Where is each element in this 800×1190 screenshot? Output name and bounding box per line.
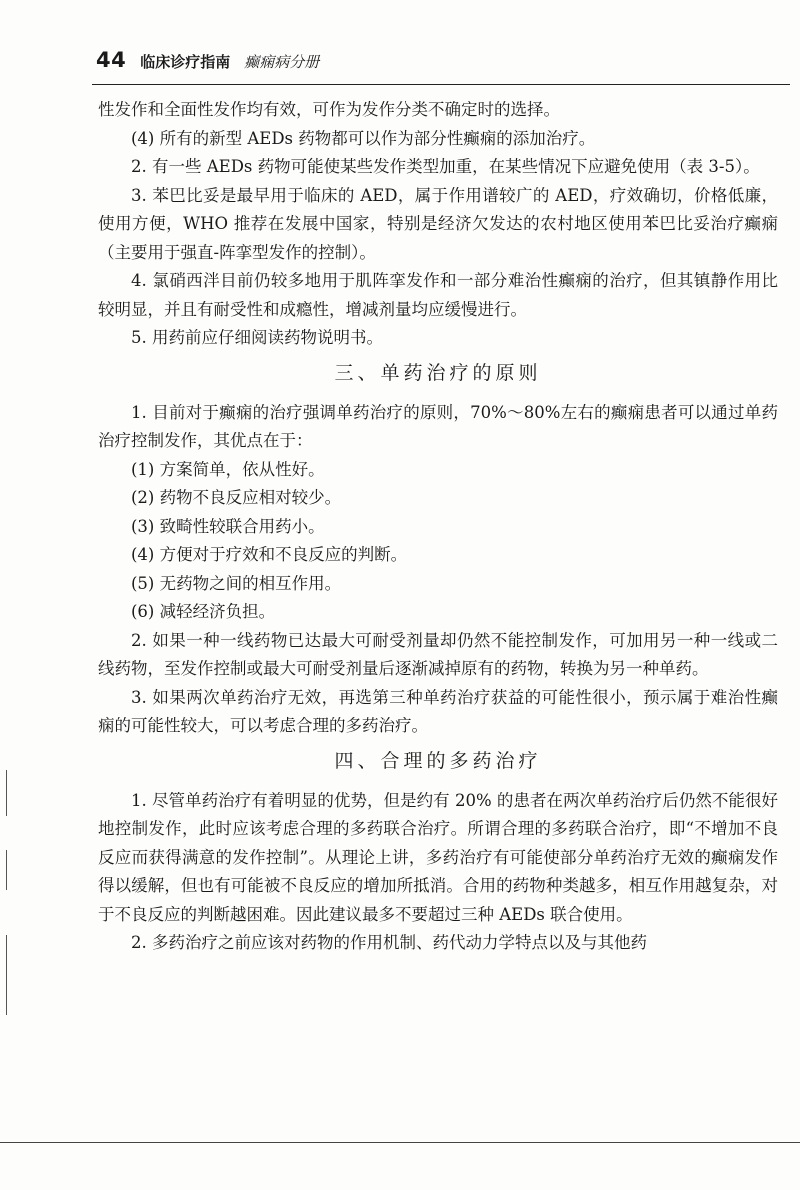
- section-heading-monotherapy: 三、单药治疗的原则: [334, 361, 542, 384]
- paragraph-point-2: 2. 有一些 AEDs 药物可能使某些发作类型加重，在某些情况下应避免使用（表 3-5）。: [131, 157, 760, 176]
- paragraph-point-5: 5. 用药前应仔细阅读药物说明书。: [131, 328, 383, 347]
- paragraph-point-4: 4. 氯硝西泮目前仍较多地用于肌阵挛发作和一部分难治性癫痫的治疗，但其镇静作用比较明显，并且有耐受性和成瘾性，增减剂量均应缓慢进行。: [98, 271, 778, 319]
- paragraph-continuation: 性发作和全面性发作均有效，可作为发作分类不确定时的选择。: [98, 100, 560, 119]
- scan-margin-mark: [6, 935, 7, 1015]
- monotherapy-point-3: 3. 如果两次单药治疗无效，再选第三种单药治疗获益的可能性很小，预示属于难治性癫痫的可能性较大，可以考虑合理的多药治疗。: [98, 687, 778, 735]
- scan-margin-mark: [6, 770, 7, 816]
- page-number: 44: [96, 48, 127, 72]
- section-heading-polytherapy: 四、合理的多药治疗: [334, 749, 542, 772]
- monotherapy-intro: 1. 目前对于癫痫的治疗强调单药治疗的原则，70%～80%左右的癫痫患者可以通过单药治疗控制发作，其优点在于：: [98, 402, 778, 450]
- scan-margin-mark: [6, 850, 7, 890]
- paragraph-point-3: 3. 苯巴比妥是最早用于临床的 AED，属于作用谱较广的 AED，疗效确切，价格低廉，使用方便，WHO 推荐在发展中国家，特别是经济欠发达的农村地区使用苯巴比妥治疗癫痫（主要用于强直-阵挛型发作的控制）。: [98, 185, 778, 262]
- list-item: (4) 方便对于疗效和不良反应的判断。: [131, 545, 408, 564]
- monotherapy-point-2: 2. 如果一种一线药物已达最大可耐受剂量却仍然不能控制发作，可加用另一种一线或二线药物，至发作控制或最大可耐受剂量后逐渐减掉原有的药物，转换为另一种单药。: [98, 630, 778, 678]
- list-item: (5) 无药物之间的相互作用。: [131, 573, 342, 593]
- list-item: (6) 减轻经济负担。: [131, 602, 276, 621]
- header-rule: [92, 84, 790, 85]
- list-item: (1) 方案简单，依从性好。: [131, 459, 325, 479]
- paragraph-item-4: (4) 所有的新型 AEDs 药物都可以作为部分性癫痫的添加治疗。: [131, 128, 596, 148]
- book-series-title: 临床诊疗指南: [140, 53, 231, 71]
- list-item: (3) 致畸性较联合用药小。: [131, 516, 325, 536]
- list-item: (2) 药物不良反应相对较少。: [131, 488, 342, 507]
- page-bottom-edge: [0, 1142, 800, 1143]
- running-header: [96, 48, 319, 78]
- polytherapy-point-2: 2. 多药治疗之前应该对药物的作用机制、药代动力学特点以及与其他药: [131, 933, 647, 952]
- book-volume-title: 癫痫病分册: [244, 53, 320, 71]
- page-body: [98, 96, 778, 958]
- polytherapy-point-1: 1. 尽管单药治疗有着明显的优势，但是约有 20% 的患者在两次单药治疗后仍然不能很好地控制发作，此时应该考虑合理的多药联合治疗。所谓合理的多药联合治疗，即“不增加不良反应而获得满意的发作控制”。从理论上讲，多药治疗有可能使部分单药治疗无效的癫痫发作得以缓解，但也有可能被不良反应的增加所抵消。合用的药物种类越多，相互作用越复杂，对于不良反应的判断越困难。因此建议最多不要超过三种 AEDs 联合使用。: [98, 790, 778, 924]
